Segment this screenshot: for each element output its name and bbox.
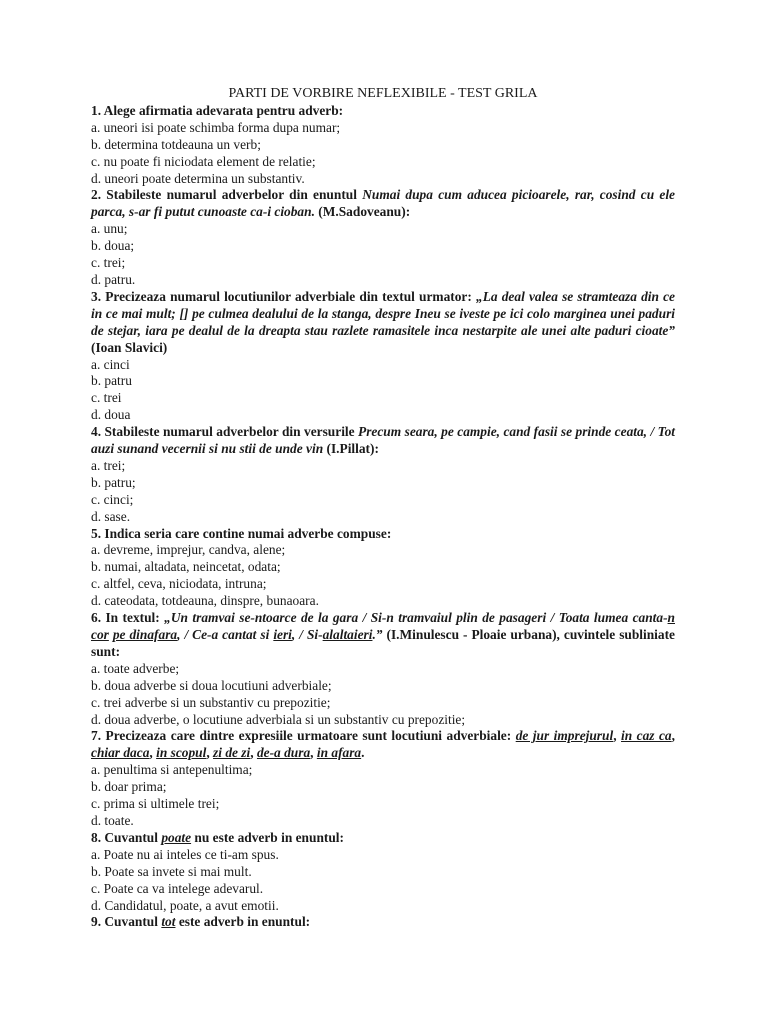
q9-stem: 9. Cuvantul [91, 914, 162, 930]
q4-option-a: a. trei; [91, 457, 126, 473]
q1-option-c: c. nu poate fi niciodata element de relatie; [91, 153, 316, 169]
q2-option-b: b. doua; [91, 238, 135, 254]
q6-option-a: a. toate adverbe; [91, 660, 180, 676]
q9-target-word: tot [161, 914, 176, 930]
q6-option-d: d. doua adverbe, o locutiune adverbiala si un substantiv cu prepozitie; [91, 711, 466, 727]
q4-stem: 4. Stabileste numarul adverbelor din versurile [91, 424, 359, 440]
q7-expression-5: zi de zi [213, 745, 251, 761]
q1-option-a: a. uneori isi poate schimba forma dupa numar; [91, 119, 341, 135]
q7-expression-4: in scopul [156, 745, 207, 761]
q6-option-c: c. trei adverbe si un substantiv cu prepozitie; [91, 694, 331, 710]
question-7 [91, 728, 675, 762]
q5-option-d: d. cateodata, totdeauna, dinspre, bunaoara. [91, 593, 319, 609]
q7-end: . [361, 745, 365, 761]
q5-option-a: a. devreme, imprejur, candva, alene; [91, 542, 286, 558]
q6-underlined-word-4: alaltaieri [322, 627, 373, 642]
q6-quote-part-3: , / Si- [291, 627, 323, 642]
q2-source: (M.Sadoveanu): [314, 204, 411, 220]
q5-option-b: b. numai, altadata, neincetat, odata; [91, 559, 281, 575]
q3-option-a: a. cinci [91, 356, 130, 372]
q6-quote-end: .” [372, 627, 383, 642]
q1-option-b: b. determina totdeauna un verb; [91, 136, 261, 152]
q6-underlined-word-2: pe dinafara [112, 627, 178, 642]
q7-sep-5: , [250, 745, 257, 761]
q3-option-c: c. trei [91, 390, 122, 406]
q7-sep-3: , [149, 745, 157, 761]
q8-option-a: a. Poate nu ai inteles ce ti-am spus. [91, 846, 279, 862]
question-9 [91, 914, 675, 931]
q7-sep-2: , [671, 728, 675, 744]
question-2 [91, 187, 675, 221]
question-3 [91, 289, 675, 357]
q2-option-a: a. unu; [91, 221, 128, 237]
q8-option-d: d. Candidatul, poate, a avut emotii. [91, 897, 279, 913]
question-4 [91, 424, 675, 458]
q6-stem: 6. In textul: [91, 610, 165, 626]
q8-stem-end: nu este adverb in enuntul: [191, 829, 344, 845]
q2-option-d: d. patru. [91, 271, 136, 287]
q2-quote: Numai dupa cum aducea picioarele, rar, cosind cu ele parca, s-ar fi putut cunoaste ca-i cioban. [91, 187, 676, 220]
q7-option-a: a. penultima si antepenultima; [91, 762, 253, 778]
q8-option-b: b. Poate sa invete si mai mult. [91, 863, 252, 879]
document-page [91, 86, 675, 931]
q4-option-b: b. patru; [91, 474, 136, 490]
q7-sep-6: , [310, 745, 317, 761]
q7-expression-1: de jur imprejurul [515, 728, 614, 744]
document-title: PARTI DE VORBIRE NEFLEXIBILE - TEST GRILA [228, 86, 538, 101]
q8-option-c: c. Poate ca va intelege adevarul. [91, 880, 264, 896]
q6-source: (I.Minulescu - Ploaie urbana), cuvintele subliniate sunt: [91, 627, 676, 659]
q3-stem: 3. Precizeaza numarul locutiunilor adverbiale din textul urmator: [91, 288, 476, 304]
q5-option-c: c. altfel, ceva, niciodata, intruna; [91, 576, 267, 592]
q4-option-d: d. sase. [91, 508, 131, 524]
q1-option-d: d. uneori poate determina un substantiv. [91, 170, 305, 186]
q4-source: (I.Pillat): [323, 441, 379, 457]
question-6 [91, 610, 675, 661]
q8-stem: 8. Cuvantul [91, 829, 162, 845]
q7-expression-6: de-a dura [256, 745, 311, 761]
q2-stem: 2. Stabileste numarul adverbelor din enuntul [91, 187, 363, 203]
q6-underlined-word-1: n cor [91, 610, 675, 642]
q7-option-c: c. prima si ultimele trei; [91, 796, 220, 812]
q7-expression-2: in caz ca [621, 728, 672, 744]
q6-option-b: b. doua adverbe si doua locutiuni adverbiale; [91, 677, 332, 693]
q7-stem: 7. Precizeaza care dintre expresiile urmatoare sunt locutiuni adverbiale: [91, 728, 516, 744]
q3-source: (Ioan Slavici) [91, 339, 168, 355]
q2-option-c: c. trei; [91, 255, 126, 271]
q3-option-b: b. patru [91, 373, 132, 389]
q3-quote: „La deal valea se stramteaza din ce in ce mai mult; [] pe culmea dealului de la stanga, despre Ineu se iveste pe ici colo marginea unei paduri de stejar, iara pe dealul de la dreapta stau razlete ramasitele inca nestarpite ale unei alte paduri cioate” [91, 288, 675, 338]
question-5: 5. Indica seria care contine numai adverbe compuse: [91, 525, 392, 541]
q6-quote-part-2: , / Ce-a cantat si [177, 627, 274, 642]
question-8 [91, 830, 675, 847]
q7-option-b: b. doar prima; [91, 779, 167, 795]
q7-expression-3: chiar daca [91, 745, 150, 761]
q7-sep-1: , [613, 728, 622, 744]
q3-option-d: d. doua [91, 407, 131, 423]
q9-stem-end: este adverb in enuntul: [175, 914, 311, 930]
q6-underlined-word-3: ieri [273, 627, 292, 642]
q6-quote-part-1: „Un tramvai se-ntoarce de la gara / Si-n tramvaiul plin de pasageri / Toata lumea canta- [164, 610, 668, 626]
q8-target-word: poate [161, 829, 192, 845]
q7-expression-7: in afara [316, 745, 362, 761]
question-1: 1. Alege afirmatia adevarata pentru adverb: [91, 102, 344, 118]
q7-option-d: d. toate. [91, 812, 134, 828]
q4-quote: Precum seara, pe campie, cand fasii se prinde ceata, / Tot auzi sunand vecernii si nu stii de unde vin [91, 424, 675, 457]
q7-sep-4: , [206, 745, 214, 761]
q4-option-c: c. cinci; [91, 491, 134, 507]
